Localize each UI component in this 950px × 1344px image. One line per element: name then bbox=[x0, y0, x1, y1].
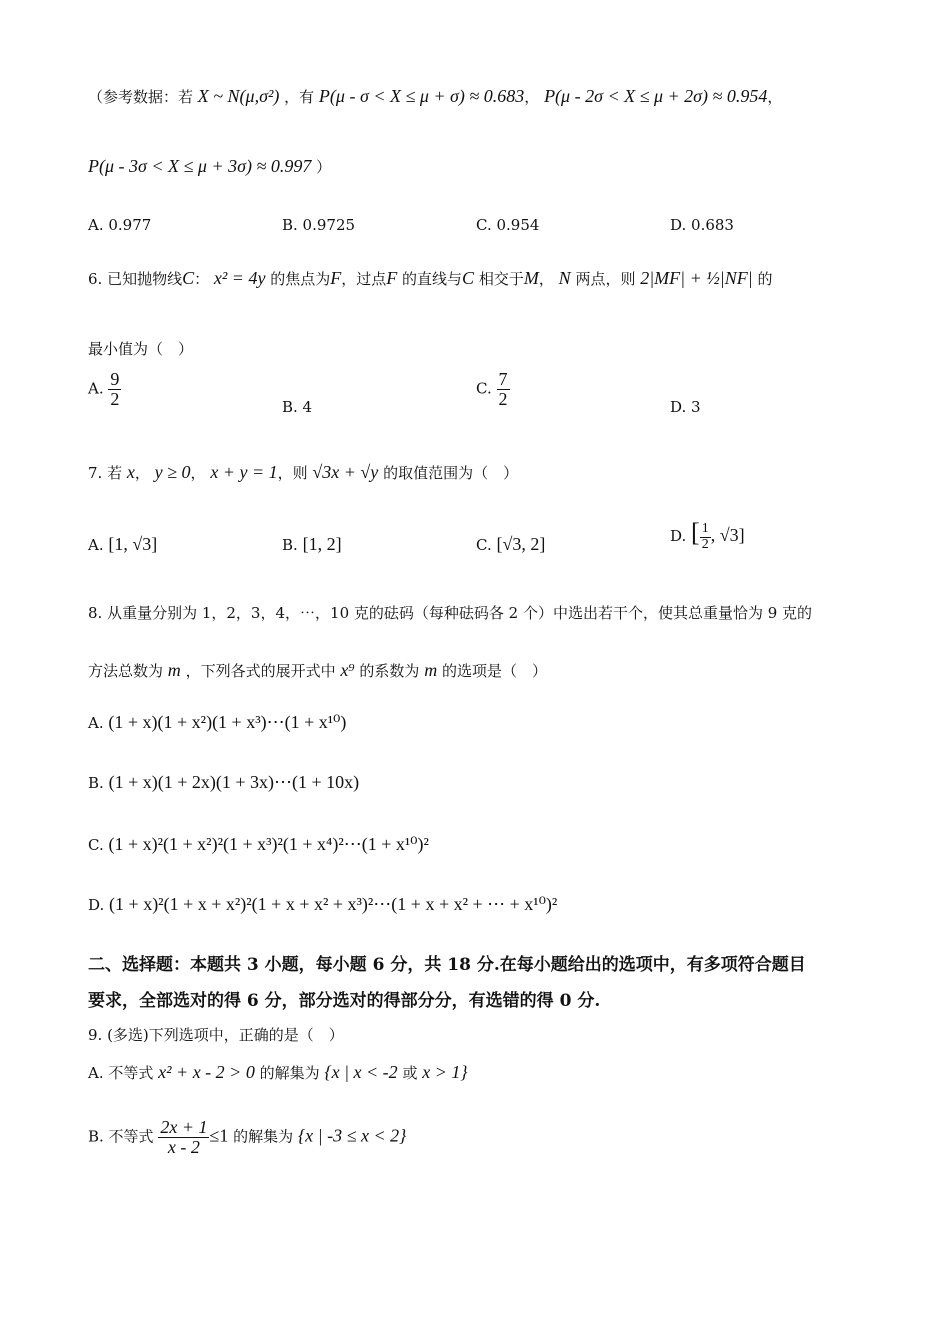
q6-curve-c: C bbox=[182, 268, 195, 288]
probability-three-sigma: P(μ - 3σ < X ≤ μ + 3σ) ≈ 0.997 bbox=[88, 156, 312, 176]
ref-mid-text: ，有 bbox=[284, 88, 315, 106]
normal-distribution-notation: X ~ N(μ,σ²) bbox=[197, 86, 280, 106]
q6-text: 两点，则 bbox=[575, 270, 636, 288]
option-label: A. bbox=[88, 379, 104, 398]
q7-option-b bbox=[282, 534, 342, 555]
q9-text: A. 不等式 bbox=[88, 1064, 154, 1082]
q8-text: ，下列各式的展开式中 bbox=[185, 662, 336, 680]
option-expression: (1 + x)²(1 + x + x²)²(1 + x + x² + x³)²⋯(1 + x + x² + ⋯ + x¹⁰)² bbox=[109, 894, 558, 914]
fraction bbox=[700, 522, 711, 552]
option-value: [√3, 2] bbox=[496, 534, 546, 554]
question-8-stem-line-1: 8. 从重量分别为 1，2，3，4，⋯，10 克的砝码（每种砝码各 2 个）中选出若干个，使其总重量恰为 9 克的 bbox=[88, 604, 813, 622]
q6-curve-c: C bbox=[462, 268, 475, 288]
q5-option-a: A. 0.977 bbox=[88, 216, 152, 234]
numerator: 1 bbox=[701, 520, 709, 536]
q7-text: ，则 bbox=[277, 464, 308, 482]
q9-inequality: x² + x - 2 > 0 bbox=[158, 1062, 255, 1082]
q5-option-d: D. 0.683 bbox=[670, 216, 734, 234]
q9-option-b bbox=[88, 1118, 406, 1157]
q7-expression: √3x + √y bbox=[312, 462, 379, 482]
q9-solution-set-part-2: x > 1} bbox=[422, 1062, 468, 1082]
denominator: 2 bbox=[498, 388, 508, 409]
option-label: B. bbox=[88, 774, 104, 792]
reference-data-line-1: （参考数据：若 X ~ N(μ,σ²) ，有 P(μ - σ < X ≤ μ + σ) ≈ 0.683， P(μ - 2σ < X ≤ μ + 2σ) ≈ 0.954， bbox=[88, 86, 783, 106]
q6-option-a bbox=[88, 370, 121, 409]
q6-text: 的直线与 bbox=[402, 270, 463, 288]
q9-le-one: ≤1 bbox=[209, 1125, 229, 1146]
fraction bbox=[108, 370, 121, 409]
q7-option-c bbox=[476, 534, 545, 555]
q5-option-c: C. 0.954 bbox=[476, 216, 540, 234]
q6-focus-f: F bbox=[386, 268, 398, 288]
question-6-stem-line-2: 最小值为（ ） bbox=[88, 340, 194, 358]
q8-variable-m: m bbox=[424, 660, 438, 680]
fraction bbox=[158, 1118, 209, 1157]
ref-close: ） bbox=[316, 158, 332, 176]
q8-text: 方法总数为 bbox=[88, 662, 164, 680]
q7-sum-condition: x + y = 1 bbox=[210, 462, 278, 482]
q6-text: 的 bbox=[757, 270, 773, 288]
numerator: 7 bbox=[498, 369, 508, 389]
q9-or: 或 bbox=[402, 1064, 418, 1082]
q6-text: 6. 已知抛物线 bbox=[88, 270, 183, 288]
reference-data-line-2 bbox=[88, 156, 331, 177]
q9-text: B. 不等式 bbox=[88, 1127, 154, 1146]
option-label: A. bbox=[88, 714, 104, 732]
option-value-rest: , √3] bbox=[710, 525, 745, 545]
section-2-heading-line-1: 二、选择题：本题共 3 小题，每小题 6 分，共 18 分.在每小题给出的选项中，有多项符合题目 bbox=[88, 955, 806, 975]
q8-text: 的系数为 bbox=[359, 662, 420, 680]
q8-option-a bbox=[88, 712, 346, 733]
q7-option-a bbox=[88, 534, 157, 555]
option-expression: (1 + x)(1 + 2x)(1 + 3x)⋯(1 + 10x) bbox=[108, 772, 360, 792]
fraction bbox=[497, 370, 510, 409]
numerator: 2x + 1 bbox=[160, 1117, 208, 1137]
q7-option-d bbox=[670, 518, 745, 552]
ref-prefix: （参考数据：若 bbox=[88, 88, 194, 106]
denominator: x - 2 bbox=[167, 1136, 200, 1157]
question-7-stem: 7. 若 x， y ≥ 0， x + y = 1，则 √3x + √y 的取值范围为（ ） bbox=[88, 462, 519, 482]
option-label: B. bbox=[282, 536, 298, 554]
q7-text: 的取值范围为（ ） bbox=[383, 464, 519, 482]
option-label: C. bbox=[88, 836, 104, 854]
option-label: C. bbox=[476, 379, 492, 398]
q8-option-d bbox=[88, 894, 557, 915]
q6-text: 相交于 bbox=[478, 270, 524, 288]
denominator: 2 bbox=[110, 388, 120, 409]
q9-solution-set: {x | -3 ≤ x < 2} bbox=[297, 1125, 407, 1146]
q8-text: 的选项是（ ） bbox=[441, 662, 547, 680]
option-label: A. bbox=[88, 536, 104, 554]
q7-variable-x: x bbox=[126, 462, 135, 482]
probability-two-sigma: P(μ - 2σ < X ≤ μ + 2σ) ≈ 0.954 bbox=[544, 86, 768, 106]
q6-focus-f: F bbox=[330, 268, 342, 288]
q6-parabola-equation: x² = 4y bbox=[213, 268, 266, 288]
q6-text: ，过点 bbox=[341, 270, 387, 288]
q9-text: 的解集为 bbox=[259, 1064, 320, 1082]
section-2-heading-line-2: 要求，全部选对的得 6 分，部分选对的得部分分，有选错的得 0 分. bbox=[88, 991, 601, 1011]
denominator: 2 bbox=[701, 536, 709, 552]
option-value: [1, 2] bbox=[302, 534, 342, 554]
q9-solution-set-part-1: {x | x < -2 bbox=[324, 1062, 398, 1082]
q9-option-a bbox=[88, 1062, 468, 1083]
q8-option-b bbox=[88, 772, 359, 793]
option-label: D. bbox=[670, 527, 687, 545]
question-9-title: 9. (多选)下列选项中，正确的是（ ） bbox=[88, 1026, 344, 1044]
option-value: [1, √3] bbox=[108, 534, 158, 554]
q6-option-b: B. 4 bbox=[282, 398, 313, 416]
numerator: 9 bbox=[110, 369, 120, 389]
q5-option-b: B. 0.9725 bbox=[282, 216, 356, 234]
q7-text: 7. 若 bbox=[88, 464, 123, 482]
q6-expression: 2|MF| + ½|NF| bbox=[640, 268, 753, 288]
q6-colon: ： bbox=[194, 270, 210, 288]
q7-condition: y ≥ 0 bbox=[154, 462, 191, 482]
q6-point-n: N bbox=[558, 268, 571, 288]
question-6-stem: 6. 已知抛物线C： x² = 4y 的焦点为F，过点F 的直线与C 相交于M， N 两点，则 2|MF| + ½|NF| 的 bbox=[88, 268, 773, 288]
q6-text: 的焦点为 bbox=[270, 270, 331, 288]
probability-one-sigma: P(μ - σ < X ≤ μ + σ) ≈ 0.683 bbox=[318, 86, 525, 106]
q8-term-x9: x⁹ bbox=[340, 660, 355, 680]
q9-text: 的解集为 bbox=[233, 1127, 294, 1146]
q6-point-m: M bbox=[523, 268, 539, 288]
option-expression: (1 + x)²(1 + x²)²(1 + x³)²(1 + x⁴)²⋯(1 + x¹⁰)² bbox=[108, 834, 429, 854]
q6-option-c bbox=[476, 370, 510, 409]
option-expression: (1 + x)(1 + x²)(1 + x³)⋯(1 + x¹⁰) bbox=[108, 712, 347, 732]
option-label: C. bbox=[476, 536, 492, 554]
left-bracket: [ bbox=[691, 518, 700, 547]
q8-option-c bbox=[88, 834, 429, 855]
question-8-stem-line-2 bbox=[88, 660, 547, 681]
option-label: D. bbox=[88, 896, 105, 914]
q8-variable-m: m bbox=[167, 660, 181, 680]
q6-option-d: D. 3 bbox=[670, 398, 701, 416]
